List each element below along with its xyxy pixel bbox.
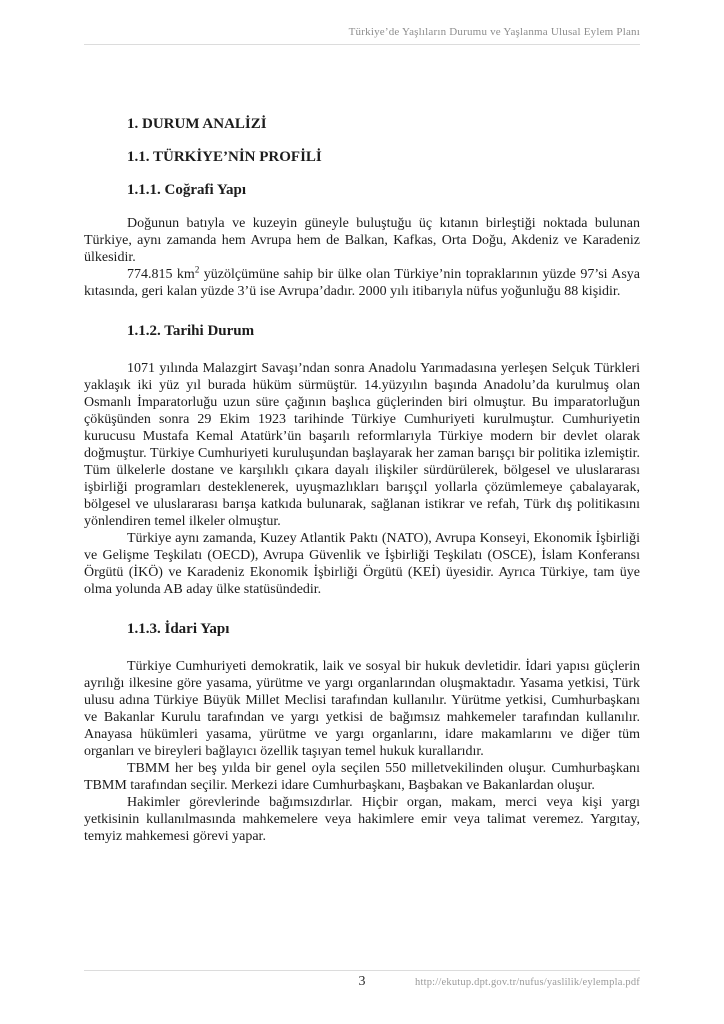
paragraph-administration-1: Türkiye Cumhuriyeti demokratik, laik ve sosyal bir hukuk devletidir. İdari yapısı güçlerin ayrılığı ilkesine göre yasama, yürütme ve yargı organlarından oluşmaktadır. Yasama yetkisi, Türk ulusu adına Türkiye Büyük Millet Meclisi tarafından kullanılır. Yürütme yetkisi, Cumhurbaşkanı ve Bakanlar Kurulu tarafından ve yargı yetkisi de bağımsız mahkemeler tarafından kullanılır. Anayasa hükümleri yasama, yürütme ve yargı organlarını, idare makamlarını ve diğer tüm organları ve bireyleri bağlayıcı özellik taşıyan temel hukuk kurallarıdır. — [84, 659, 640, 759]
paragraph-geography-2 — [84, 266, 640, 300]
paragraph-history-1: 1071 yılında Malazgirt Savaşı’ndan sonra Anadolu Yarımadasına yerleşen Selçuk Türkleri yaklaşık iki yüz yıl burada hüküm sürmüştür. 14.yüzyılın başında Anadolu’da kurulmuş olan Osmanlı İmparatorluğu uzun süre çağının başlıca güçlerinden biri olmuştur. Bu imparatorluğun çöküşünden sonra 29 Ekim 1923 tarihinde Türkiye Cumhuriyeti kurulmuştur. Cumhuriyetin kurucusu Mustafa Kemal Atatürk’ün başarılı reformlarıyla Türkiye modern bir devlet olarak doğmuştur. Türkiye Cumhuriyeti kuruluşundan başlayarak her zaman barışçı bir politika izlemiştir. Tüm ülkelerle dostane ve karşılıklı çıkara dayalı ilişkiler sürdürülerek, bölgesel ve uluslararası işbirliği programları desteklenerek, uyuşmazlıkları barışçıl yollarla çözümlemeye çabalayarak, bölgesel ve uluslararası barışa katkıda bulunarak, sağlanan istikrar ve refah, Türk dış politikasını yönlendiren temel ilkeler olmuştur. — [84, 361, 640, 529]
heading-cografi-yapi: 1.1.1. Coğrafi Yapı — [127, 182, 247, 198]
footer-source-url: http://ekutup.dpt.gov.tr/nufus/yaslilik/eylempla.pdf — [415, 977, 640, 988]
heading-turkiye-profili: 1.1. TÜRKİYE’NİN PROFİLİ — [127, 149, 322, 165]
paragraph-geography-1: Doğunun batıyla ve kuzeyin güneyle buluştuğu üç kıtanın birleştiği noktada bulunan Türkiye, aynı zamanda hem Avrupa hem de Balkan, Kafkas, Orta Doğu, Akdeniz ve Karadeniz ülkesidir. — [84, 216, 640, 265]
page-number: 3 — [358, 974, 366, 989]
heading-durum-analizi: 1. DURUM ANALİZİ — [127, 116, 267, 132]
heading-tarihi-durum: 1.1.2. Tarihi Durum — [127, 323, 255, 339]
running-header — [84, 26, 640, 45]
paragraph-administration-2: TBMM her beş yılda bir genel oyla seçilen 550 milletvekilinden oluşur. Cumhurbaşkanı TBMM tarafından seçilir. Merkezi idare Cumhurbaşkanı, Başbakan ve Bakanlardan oluşur. — [84, 761, 640, 793]
superscript-squared: 2 — [194, 264, 200, 275]
paragraph-geography-2-text-pre: 774.815 km — [127, 267, 195, 282]
document-content — [84, 116, 640, 845]
heading-idari-yapi: 1.1.3. İdari Yapı — [127, 621, 230, 637]
paragraph-geography-2-text-post: yüzölçümüne sahip bir ülke olan Türkiye’nin topraklarının yüzde 97’si Asya kıtasında, geri kalan yüzde 3’ü ise Avrupa’dadır. 2000 yılı itibarıyla nüfus yoğunluğu 88 kişidir. — [84, 267, 640, 299]
paragraph-administration-3: Hakimler görevlerinde bağımsızdırlar. Hiçbir organ, makam, merci veya kişi yargı yetkisinin kullanılmasında mahkemelere veya hakimlere emir veya talimat veremez. Yargıtay, temyiz mahkemesi görevi yapar. — [84, 795, 640, 844]
page-footer — [84, 970, 640, 998]
running-header-title: Türkiye’de Yaşlıların Durumu ve Yaşlanma Ulusal Eylem Planı — [348, 26, 640, 38]
paragraph-history-2: Türkiye aynı zamanda, Kuzey Atlantik Paktı (NATO), Avrupa Konseyi, Ekonomik İşbirliği ve Gelişme Teşkilatı (OECD), Avrupa Güvenlik ve İşbirliği Teşkilatı (OSCE), İslam Konferansı Örgütü (İKÖ) ve Karadeniz Ekonomik İşbirliği Örgütü (KEİ) üyesidir. Ayrıca Türkiye, tam üye olma yolunda AB aday ülke statüsündedir. — [84, 531, 640, 597]
